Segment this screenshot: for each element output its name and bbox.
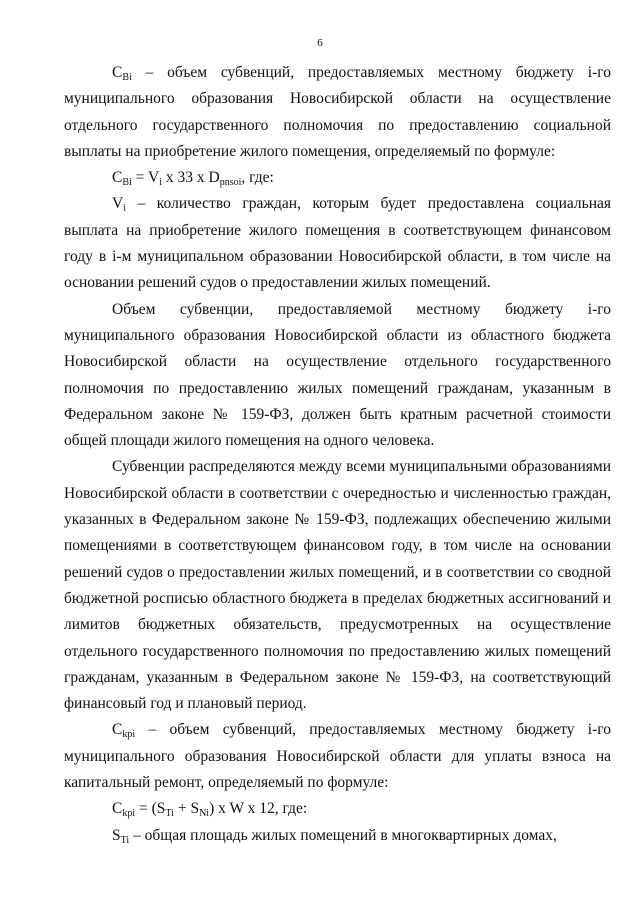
- symbol-subscript: Bi: [122, 72, 132, 83]
- formula-c-subscript: Bi: [122, 177, 132, 189]
- paragraph-subvention-definition: [64, 60, 611, 165]
- formula-s1-subscript: Ti: [165, 808, 174, 820]
- paragraph-distribution: Субвенции распределяются между всеми муниципальными образованиями Новосибирской области в соответствии с очередностью и численностью граждан, указанных в Федеральном законе № 159-ФЗ, подлежащих обеспечению жилыми помещениями в соответствующем финансовом году, в том числе на основании решений судов о предоставлении жилых помещений, и в соответствии со сводной бюджетной росписью областного бюджета в пределах бюджетных ассигнований и лимитов бюджетных обязательств, предусмотренных на осуществление отдельного государственного полномочия по предоставлению жилых помещений гражданам, указанным в Федеральном законе № 159-ФЗ, на соответствующий финансовый год и плановый период.: [64, 458, 611, 713]
- paragraph-citizens-count: [64, 191, 611, 296]
- formula-plus: + S: [173, 800, 200, 818]
- formula-open: = (S: [135, 800, 166, 818]
- paragraph-text: – количество граждан, которым будет предоставлена социальная выплата на приобретение жилого помещения в соответствующем финансовом году в i-м муниципальном образовании Новосибирской области, в том числе на основании решений судов о предоставлении жилых помещений.: [64, 195, 611, 292]
- formula-tail: ) x W x 12, где:: [209, 800, 308, 818]
- symbol-s: S: [112, 826, 121, 844]
- symbol-subscript: kpi: [122, 729, 136, 741]
- symbol-subscript: Ti: [120, 834, 130, 846]
- formula-s2-subscript: Ni: [199, 808, 210, 820]
- formula-eq: = V: [131, 169, 160, 187]
- formula-c-subscript: kpi: [122, 808, 136, 820]
- paragraph-text: – объем субвенций, предоставляемых местному бюджету i-го муниципального образования Новосибирской области для уплаты взноса на капитальный ремонт, определяемый по формуле:: [64, 721, 611, 792]
- document-body: [64, 60, 611, 849]
- paragraph-subvention-volume: Объем субвенции, предоставляемой местному бюджету i-го муниципального образования Новосибирской области из областного бюджета Новосибирской области на осуществление отдельного государственного полномочия по предоставлению жилых помещений гражданам, указанным в Федеральном законе № 159-ФЗ, должен быть кратным расчетной стоимости общей площади жилого помещения на одного человека.: [64, 300, 611, 450]
- formula-v-subscript: i: [159, 177, 162, 189]
- formula-mid: x 33 x D: [161, 169, 220, 187]
- paragraph-text: – общая площадь жилых помещений в многоквартирных домах,: [129, 826, 557, 844]
- paragraph-total-area: [64, 823, 611, 849]
- paragraph-text: – объем субвенций, предоставляемых местному бюджету i-го муниципального образования Новосибирской области на осуществление отдельного государственного полномочия по предоставлению социальной выплаты на приобретение жилого помещения, определяемый по формуле:: [64, 64, 611, 160]
- symbol-c: C: [112, 721, 123, 739]
- formula-tail: , где:: [241, 169, 274, 187]
- formula-capital-repair: [64, 796, 611, 822]
- symbol-v: V: [112, 195, 124, 213]
- symbol-c: C: [112, 64, 123, 81]
- paragraph-capital-repair: [64, 717, 611, 796]
- formula-subvention: [64, 165, 611, 191]
- symbol-subscript: i: [123, 203, 126, 215]
- formula-c: C: [112, 169, 123, 187]
- formula-c: C: [112, 800, 123, 818]
- page-number: 6: [317, 37, 323, 49]
- formula-d-subscript: pnsoi: [219, 177, 242, 189]
